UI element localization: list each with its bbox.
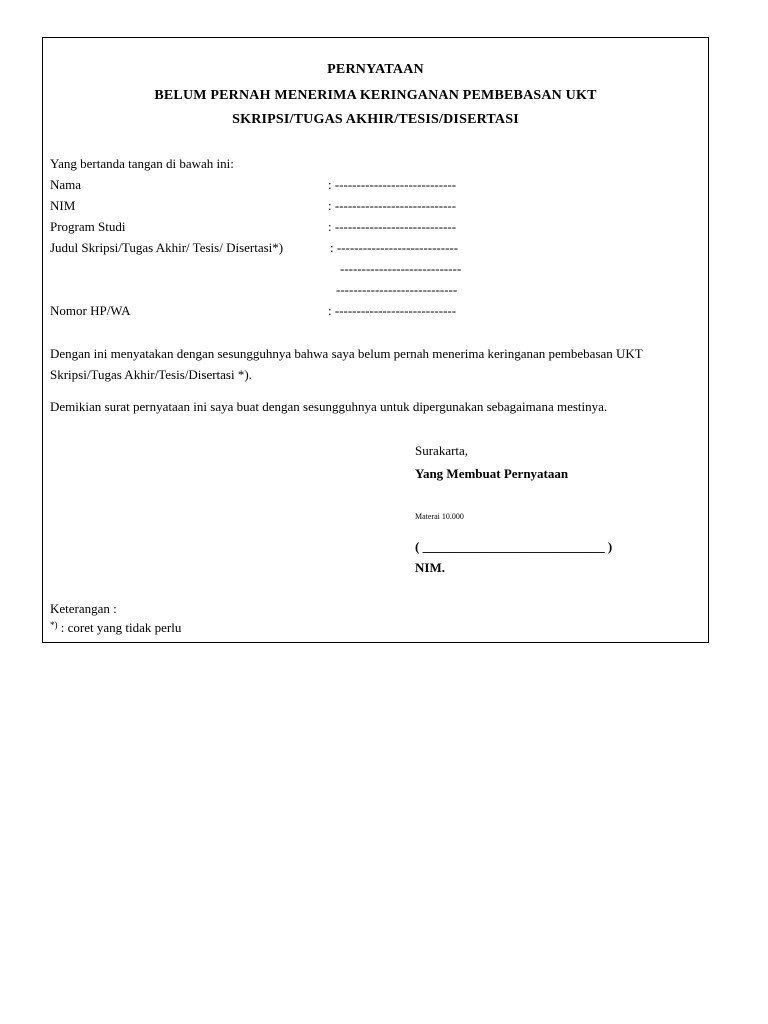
closing-paragraph: Demikian surat pernyataan ini saya buat dengan sesungguhnya untuk dipergunakan sebagaimana mestinya. (50, 399, 608, 414)
doc-subtitle: BELUM PERNAH MENERIMA KERINGANAN PEMBEBASAN UKT (154, 88, 597, 103)
notes-line (50, 617, 181, 636)
field-label-prodi: Program Studi (50, 219, 126, 234)
field-label-judul: Judul Skripsi/Tugas Akhir/ Tesis/ Disertasi*) (50, 240, 284, 255)
stamp-label: Materai 10.000 (415, 512, 464, 521)
doc-subtitle-2: SKRIPSI/TUGAS AKHIR/TESIS/DISERTASI (232, 112, 519, 127)
signature-nim: NIM. (415, 560, 445, 575)
statement-document (42, 37, 709, 643)
notes-text: : coret yang tidak perlu (60, 620, 182, 635)
field-value-judul: : ---------------------------- (330, 240, 459, 255)
intro-text: Yang bertanda tangan di bawah ini: (50, 156, 234, 171)
notes-marker: *) (50, 620, 58, 630)
signature-name-line: ( ____________________________ ) (415, 539, 613, 554)
field-value-prodi: : ---------------------------- (328, 219, 457, 234)
notes-title: Keterangan : (50, 601, 117, 616)
field-label-nim: NIM (50, 198, 76, 213)
field-label-hp: Nomor HP/WA (50, 303, 131, 318)
field-value-nim: : ---------------------------- (328, 198, 457, 213)
field-label-nama: Nama (50, 177, 82, 192)
doc-title: PERNYATAAN (327, 62, 424, 77)
field-value-judul-line3: ---------------------------- (336, 282, 458, 297)
signature-role: Yang Membuat Pernyataan (415, 466, 569, 481)
field-value-judul-line2: ---------------------------- (340, 261, 462, 276)
statement-paragraph: Dengan ini menyatakan dengan sesungguhnya bahwa saya belum pernah menerima keringanan pembebasan UKT Skripsi/Tugas Akhir/Tesis/Disertasi *). (50, 346, 643, 382)
signature-place: Surakarta, (415, 443, 469, 458)
field-value-nama: : ---------------------------- (328, 177, 457, 192)
field-value-hp: : ---------------------------- (328, 303, 457, 318)
